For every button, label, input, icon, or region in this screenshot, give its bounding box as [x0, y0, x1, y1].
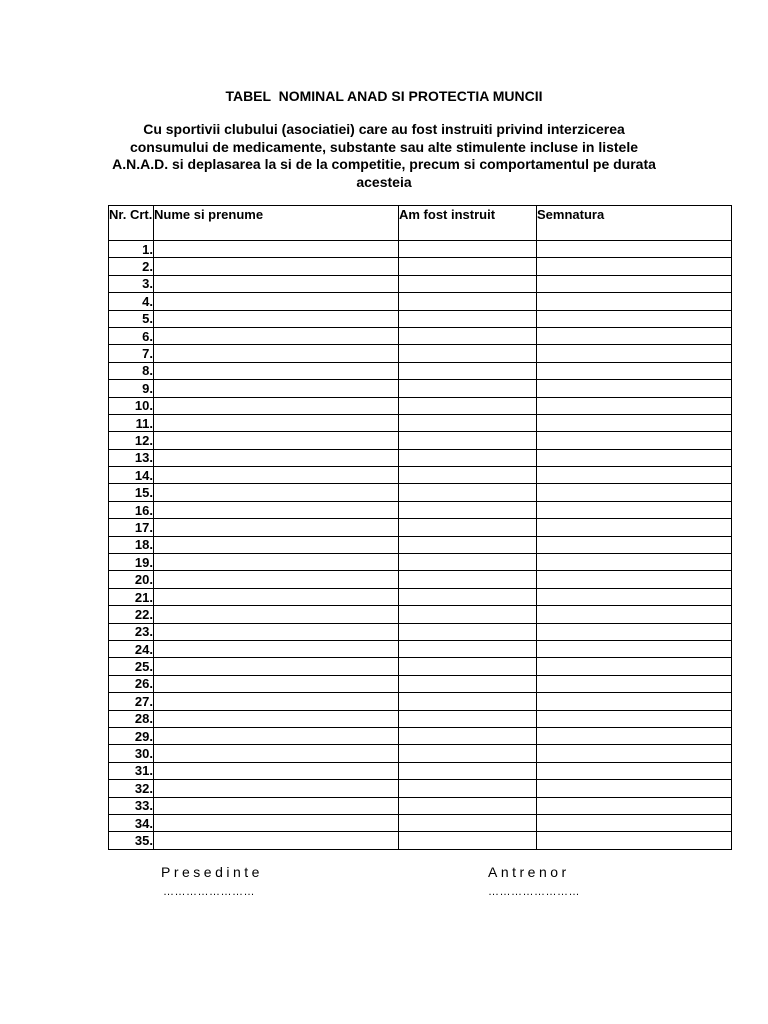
table-row: [109, 710, 732, 727]
row-number: 3.: [109, 275, 154, 292]
name-cell[interactable]: [154, 658, 399, 675]
row-number: 32.: [109, 780, 154, 797]
signature-cell[interactable]: [537, 380, 732, 397]
coach-label: Antrenor: [488, 864, 570, 880]
row-number: 23.: [109, 623, 154, 640]
signature-cell[interactable]: [537, 414, 732, 431]
signature-cell[interactable]: [537, 606, 732, 623]
name-cell[interactable]: [154, 449, 399, 466]
instructed-cell[interactable]: [399, 362, 537, 379]
name-cell[interactable]: [154, 797, 399, 814]
table-row: [109, 554, 732, 571]
signature-cell[interactable]: [537, 814, 732, 831]
name-cell[interactable]: [154, 519, 399, 536]
table-row: [109, 832, 732, 849]
table-row: [109, 345, 732, 362]
row-number: 22.: [109, 606, 154, 623]
name-cell[interactable]: [154, 380, 399, 397]
name-cell[interactable]: [154, 536, 399, 553]
coach-signature-line: ……………………: [488, 886, 580, 898]
name-cell[interactable]: [154, 345, 399, 362]
signature-cell[interactable]: [537, 241, 732, 258]
name-cell[interactable]: [154, 606, 399, 623]
instructed-cell[interactable]: [399, 606, 537, 623]
instructed-cell[interactable]: [399, 571, 537, 588]
instructed-cell[interactable]: [399, 310, 537, 327]
instructed-cell[interactable]: [399, 275, 537, 292]
row-number: 17.: [109, 519, 154, 536]
document-subtitle: Cu sportivii clubului (asociatiei) care au fost instruiti privind interzicerea consumului de medicamente, substante sau alte stimulente incluse in listele A.N.A.D. si deplasarea la si de la competitie, precum si comportamentul pe durata acesteia: [112, 121, 656, 190]
name-cell[interactable]: [154, 762, 399, 779]
instructed-cell[interactable]: [399, 658, 537, 675]
signature-cell[interactable]: [537, 258, 732, 275]
name-cell[interactable]: [154, 293, 399, 310]
signature-cell[interactable]: [537, 658, 732, 675]
instructed-cell[interactable]: [399, 414, 537, 431]
name-cell[interactable]: [154, 640, 399, 657]
table-row: [109, 310, 732, 327]
signature-cell[interactable]: [537, 449, 732, 466]
instructed-cell[interactable]: [399, 588, 537, 605]
instructed-cell[interactable]: [399, 797, 537, 814]
signature-cell[interactable]: [537, 362, 732, 379]
roster-table: [108, 205, 732, 850]
header-name: Nume si prenume: [154, 206, 399, 241]
instructed-cell[interactable]: [399, 241, 537, 258]
table-row: [109, 623, 732, 640]
row-number: 26.: [109, 675, 154, 692]
row-number: 11.: [109, 414, 154, 431]
name-cell[interactable]: [154, 727, 399, 744]
header-instructed: Am fost instruit: [399, 206, 537, 241]
instructed-cell[interactable]: [399, 397, 537, 414]
instructed-cell[interactable]: [399, 675, 537, 692]
row-number: 34.: [109, 814, 154, 831]
row-number: 4.: [109, 293, 154, 310]
row-number: 30.: [109, 745, 154, 762]
signature-cell[interactable]: [537, 623, 732, 640]
instructed-cell[interactable]: [399, 484, 537, 501]
instructed-cell[interactable]: [399, 345, 537, 362]
row-number: 24.: [109, 640, 154, 657]
row-number: 25.: [109, 658, 154, 675]
signature-cell[interactable]: [537, 780, 732, 797]
instructed-cell[interactable]: [399, 293, 537, 310]
president-label: Presedinte: [161, 864, 263, 880]
signature-cell[interactable]: [537, 327, 732, 344]
row-number: 19.: [109, 554, 154, 571]
signature-cell[interactable]: [537, 640, 732, 657]
table-row: [109, 780, 732, 797]
name-cell[interactable]: [154, 588, 399, 605]
table-row: [109, 519, 732, 536]
row-number: 20.: [109, 571, 154, 588]
signature-cell[interactable]: [537, 727, 732, 744]
name-cell[interactable]: [154, 362, 399, 379]
row-number: 16.: [109, 501, 154, 518]
row-number: 13.: [109, 449, 154, 466]
table-row: [109, 275, 732, 292]
signature-cell[interactable]: [537, 275, 732, 292]
name-cell[interactable]: [154, 484, 399, 501]
name-cell[interactable]: [154, 397, 399, 414]
signature-cell[interactable]: [537, 397, 732, 414]
table-row: [109, 397, 732, 414]
president-signature-line: ……………………: [163, 886, 255, 898]
document-title: TABEL NOMINAL ANAD SI PROTECTIA MUNCII: [225, 88, 543, 104]
name-cell[interactable]: [154, 693, 399, 710]
row-number: 33.: [109, 797, 154, 814]
instructed-cell[interactable]: [399, 519, 537, 536]
row-number: 18.: [109, 536, 154, 553]
row-number: 1.: [109, 241, 154, 258]
table-row: [109, 536, 732, 553]
name-cell[interactable]: [154, 780, 399, 797]
table-row: [109, 484, 732, 501]
row-number: 5.: [109, 310, 154, 327]
instructed-cell[interactable]: [399, 814, 537, 831]
row-number: 2.: [109, 258, 154, 275]
signature-cell[interactable]: [537, 797, 732, 814]
name-cell[interactable]: [154, 467, 399, 484]
instructed-cell[interactable]: [399, 693, 537, 710]
signature-cell[interactable]: [537, 501, 732, 518]
table-row: [109, 571, 732, 588]
table-row: [109, 449, 732, 466]
row-number: 14.: [109, 467, 154, 484]
row-number: 10.: [109, 397, 154, 414]
instructed-cell[interactable]: [399, 623, 537, 640]
row-number: 28.: [109, 710, 154, 727]
instructed-cell[interactable]: [399, 536, 537, 553]
instructed-cell[interactable]: [399, 727, 537, 744]
row-number: 8.: [109, 362, 154, 379]
table-row: [109, 414, 732, 431]
instructed-cell[interactable]: [399, 745, 537, 762]
row-number: 15.: [109, 484, 154, 501]
name-cell[interactable]: [154, 832, 399, 849]
name-cell[interactable]: [154, 275, 399, 292]
instructed-cell[interactable]: [399, 710, 537, 727]
signature-cell[interactable]: [537, 536, 732, 553]
table-row: [109, 588, 732, 605]
name-cell[interactable]: [154, 432, 399, 449]
table-row: [109, 501, 732, 518]
table-row: [109, 258, 732, 275]
name-cell[interactable]: [154, 501, 399, 518]
name-cell[interactable]: [154, 571, 399, 588]
table-row: [109, 640, 732, 657]
row-number: 35.: [109, 832, 154, 849]
table-row: [109, 380, 732, 397]
signature-cell[interactable]: [537, 310, 732, 327]
signature-cell[interactable]: [537, 571, 732, 588]
table-row: [109, 241, 732, 258]
signature-cell[interactable]: [537, 588, 732, 605]
signature-cell[interactable]: [537, 484, 732, 501]
table-row: [109, 814, 732, 831]
signature-cell[interactable]: [537, 832, 732, 849]
table-row: [109, 675, 732, 692]
signature-cell[interactable]: [537, 745, 732, 762]
row-number: 9.: [109, 380, 154, 397]
instructed-cell[interactable]: [399, 501, 537, 518]
name-cell[interactable]: [154, 241, 399, 258]
table-row: [109, 327, 732, 344]
table-row: [109, 762, 732, 779]
name-cell[interactable]: [154, 554, 399, 571]
table-row: [109, 467, 732, 484]
table-row: [109, 693, 732, 710]
table-row: [109, 606, 732, 623]
signature-cell[interactable]: [537, 293, 732, 310]
table-row: [109, 727, 732, 744]
instructed-cell[interactable]: [399, 432, 537, 449]
signature-cell[interactable]: [537, 710, 732, 727]
table-header-row: [109, 206, 732, 241]
name-cell[interactable]: [154, 745, 399, 762]
roster-body: [109, 241, 732, 850]
instructed-cell[interactable]: [399, 449, 537, 466]
header-signature: Semnatura: [537, 206, 732, 241]
row-number: 31.: [109, 762, 154, 779]
row-number: 29.: [109, 727, 154, 744]
signature-cell[interactable]: [537, 467, 732, 484]
name-cell[interactable]: [154, 310, 399, 327]
row-number: 12.: [109, 432, 154, 449]
table-row: [109, 745, 732, 762]
instructed-cell[interactable]: [399, 640, 537, 657]
row-number: 27.: [109, 693, 154, 710]
instructed-cell[interactable]: [399, 380, 537, 397]
signature-cell[interactable]: [537, 675, 732, 692]
signature-cell[interactable]: [537, 519, 732, 536]
instructed-cell[interactable]: [399, 327, 537, 344]
name-cell[interactable]: [154, 814, 399, 831]
name-cell[interactable]: [154, 710, 399, 727]
signature-cell[interactable]: [537, 345, 732, 362]
instructed-cell[interactable]: [399, 554, 537, 571]
instructed-cell[interactable]: [399, 832, 537, 849]
table-row: [109, 432, 732, 449]
name-cell[interactable]: [154, 258, 399, 275]
instructed-cell[interactable]: [399, 780, 537, 797]
row-number: 7.: [109, 345, 154, 362]
instructed-cell[interactable]: [399, 258, 537, 275]
name-cell[interactable]: [154, 327, 399, 344]
table-row: [109, 293, 732, 310]
instructed-cell[interactable]: [399, 762, 537, 779]
table-row: [109, 362, 732, 379]
table-row: [109, 797, 732, 814]
signature-cell[interactable]: [537, 554, 732, 571]
signature-cell[interactable]: [537, 693, 732, 710]
name-cell[interactable]: [154, 623, 399, 640]
signature-cell[interactable]: [537, 762, 732, 779]
signature-cell[interactable]: [537, 432, 732, 449]
table-row: [109, 658, 732, 675]
header-nr-crt: Nr. Crt.: [109, 206, 154, 241]
row-number: 6.: [109, 327, 154, 344]
instructed-cell[interactable]: [399, 467, 537, 484]
name-cell[interactable]: [154, 414, 399, 431]
row-number: 21.: [109, 588, 154, 605]
name-cell[interactable]: [154, 675, 399, 692]
